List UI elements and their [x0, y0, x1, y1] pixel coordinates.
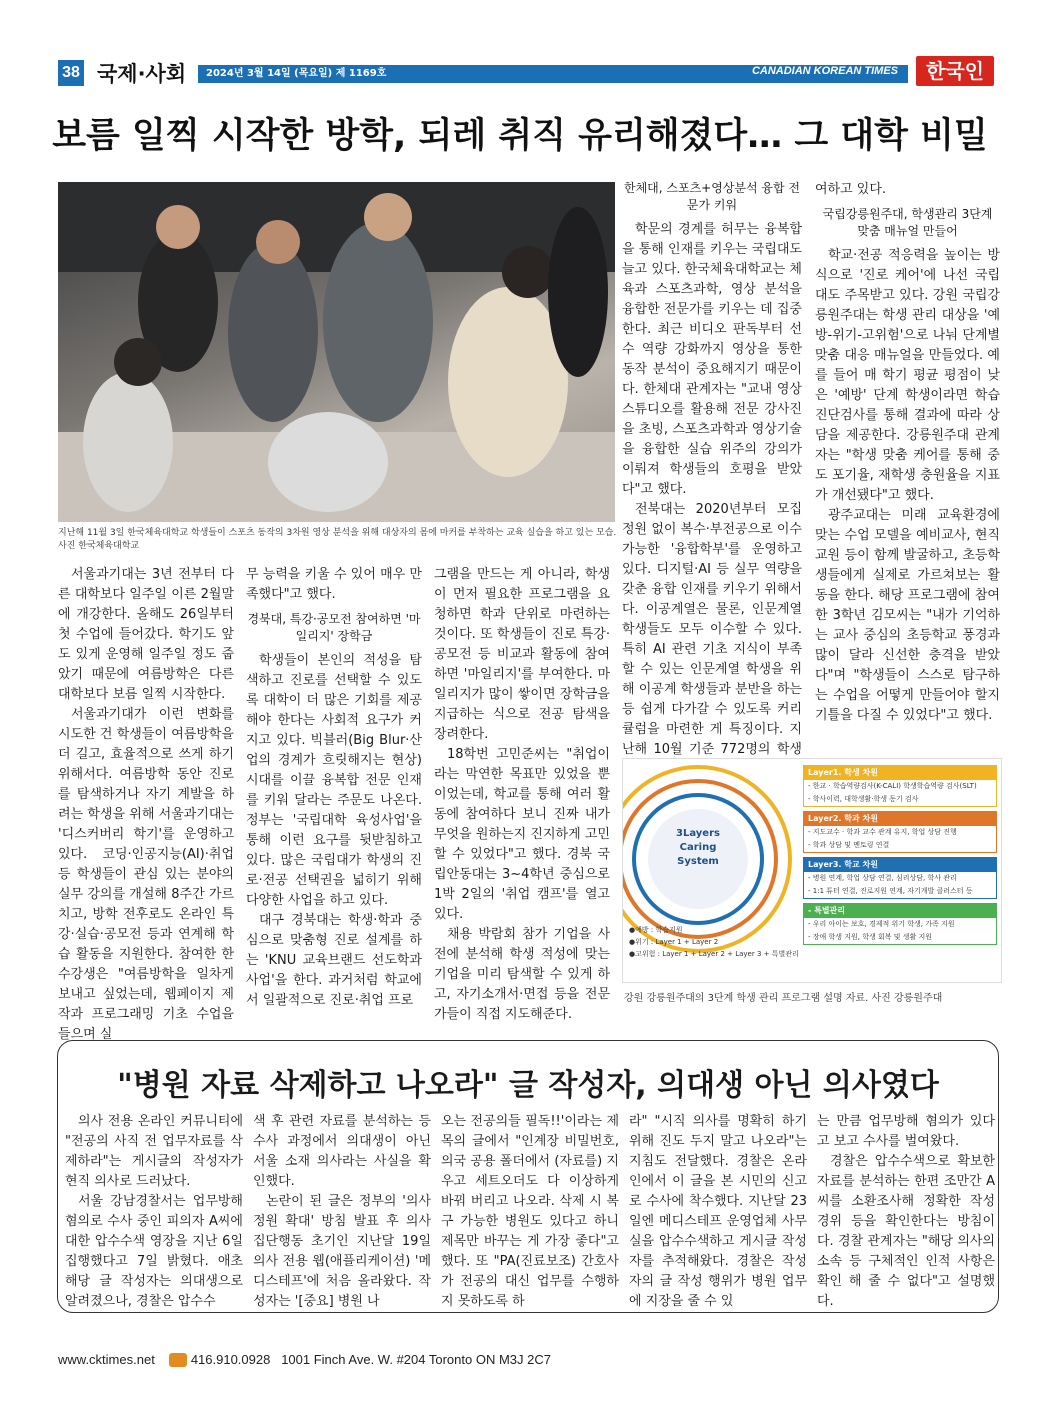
- diagram-layer: [803, 811, 997, 853]
- paragraph: 색 후 관련 자료를 분석하는 등 수사 과정에서 의대생이 아닌 서울 소재 의사라는 사실을 확인했다.: [253, 1114, 431, 1189]
- paragraph: 라" "시직 의사를 명확히 하기 위해 진도 두지 말고 나오라"는 지침도 전달했다. 경찰은 온라인에서 이 글을 본 시민의 신고로 수사에 착수했다. 지난달 23일엔 메디스테프 운영업체 사무실을 압수수색하고 게시글 작성자를 추적해왔다. 경찰은 작성자의 글 작성 행위가 병원 업무에 지장을 줄 수 있: [629, 1114, 807, 1309]
- paragraph: 서울 강남경찰서는 업무방해 혐의로 수사 중인 피의자 A씨에 대한 압수수색 영장을 지난 6일 집행했다고 7일 밝혔다. 애초 해당 글 작성자는 의대생으로 알려졌으나, 경찰은 압수수: [65, 1194, 243, 1309]
- diagram-layer-line: - 1:1 튜터 연결, 진로지원 연계, 자기개발 클러스터 등: [808, 887, 973, 895]
- paragraph: 무 능력을 키울 수 있어 매우 만족했다"고 했다.: [246, 567, 422, 602]
- paragraph: 광주교대는 미래 교육환경에 맞는 수업 모델을 예비교사, 현직 교원 등이 함께 발굴하고, 초등학생들에게 실제로 가르쳐보는 활동을 한다. 해당 프로그램에 참여한 3학년 김모씨는 "내가 기억하는 교사 중심의 초등학교 풍경과 많이 달라 신선한 충격을 받았다"며 "학생들이 스스로 탐구하는 수업을 어떻게 만들어야 할지 기틀을 다질 수 있었다"고 했다.: [815, 508, 1000, 723]
- article-column-4: [622, 180, 802, 780]
- article2-column-1: [65, 1112, 243, 1312]
- diagram-caption: 강원 강릉원주대의 3단계 학생 관리 프로그램 설명 자료. 사진 강릉원주대: [624, 993, 943, 1004]
- photo-caption: 지난해 11월 3일 한국체육대학교 학생들이 스포츠 동작의 3차원 영상 분석을 위해 대상자의 몸에 마커를 부착하는 교육 실습을 하고 있는 모습. 사진 한국체육대학교: [58, 528, 617, 551]
- caring-system-diagram: [622, 758, 1002, 983]
- paragraph: 서울과기대는 3년 전부터 다른 대학보다 일주일 이른 2월말에 개강한다. 올해도 26일부터 첫 수업에 들어갔다. 학기도 앞도 있게 운영해 일주일 정도 줍았기 때문에 여름방학은 다른 대학보다 보름 일찍 시작한다.: [58, 567, 234, 702]
- diagram-center-label: 3Layers Caring System: [676, 828, 720, 867]
- phone-icon: [169, 1353, 187, 1367]
- paragraph: 채용 박람회 참가 기업을 사전에 분석해 학생 적성에 맞는 기업을 미리 탐색할 수 있게 하고, 자기소개서·면접 등을 전문가들이 직접 지도해준다.: [434, 927, 610, 1022]
- diagram-layer: [803, 765, 997, 807]
- paragraph: 학문의 경계를 허무는 융복합을 통해 인재를 키우는 국립대도 늘고 있다. 한국체육대학교는 체육과 스포츠과학, 영상 분석을 융합한 전문가를 키우는 데 집중한다. 최근 비디오 판독부터 선수 역량 강화까지 영상을 통한 동작 분석이 중요해지기 때문이다. 한체대 관계자는 "교내 영상 스튜디오를 활용해 전문 강사진을 초빙, 스포츠과학과 영상기술을 융합한 실습 위주의 강의가 이뤄져 학생들의 호평을 받았다"고 했다.: [622, 222, 802, 497]
- diagram-layer-line: - 학사이력, 대학생활·학생 동기 검사: [808, 795, 919, 803]
- diagram-layer-line: - 장애 학생 지원, 학생 회복 및 생활 지원: [808, 933, 932, 941]
- subheading: 한체대, 스포츠+영상분석 융합 전문가 키워: [623, 181, 800, 212]
- diagram-legend: [629, 924, 799, 960]
- section-title: 국제·사회: [97, 62, 187, 86]
- subheading: 경북대, 특강·공모전 참여하면 '마일리지' 장학금: [247, 612, 421, 643]
- article-column-1: [58, 565, 234, 1045]
- diagram-legend-item: ●위기 : Layer 1 + Layer 2: [629, 938, 719, 946]
- date-bar: [198, 65, 908, 83]
- diagram-layer-title: Layer2. 학과 차원: [804, 812, 996, 826]
- page-number: 38: [58, 60, 84, 86]
- diagram-layer: [803, 857, 997, 899]
- paragraph: 오는 전공의들 필독!!'이라는 제목의 글에서 "인계장 비밀번호, 의국 공용 폴더에서 (자료를) 지우고 세트오더도 다 이상하게 바꿔 버리고 나오라. 삭제 시 복구 가능한 병원도 있다고 하니 제목만 바꾸는 게 가장 좋다"고 했다. 또 "PA(진료보조) 간호사가 전공의 대신 업무를 수행하지 못하도록 하: [441, 1114, 619, 1309]
- diagram-layer-line: - 한교 · 학습역량검사(K-CALI) 학생학습역량 검사(SLT): [808, 782, 977, 790]
- diagram-layer-line: - 지도교수 · 학과 교수 관계 유지, 학업 상담 진행: [808, 828, 957, 836]
- address: 1001 Finch Ave. W. #204 Toronto ON M3J 2C7: [281, 1352, 551, 1367]
- photo-illustration: [58, 182, 615, 522]
- paragraph: 논란이 된 글은 정부의 '의사 정원 확대' 방침 발표 후 의사 집단행동 초기인 지난달 19일 의사 전용 웹(애플리케이션) '메디스테프'에 처음 올라왔다. 작성자는 '[중요] 병원 나: [253, 1194, 431, 1309]
- article-column-3: [434, 565, 610, 1025]
- paragraph: 학생들이 본인의 적성을 탐색하고 진로를 선택할 수 있도록 대학이 더 많은 기회를 제공해야 한다는 사회적 요구가 커지고 있다. 빅블러(Big Blur·산업의 경계가 흐릿해지는 현상) 시대를 이끌 융복합 전문 인재를 키워 달라는 주문도 나온다. 정부는 '국립대학 육성사업'을 통해 이런 요구를 뒷받침하고 있다. 많은 국립대가 학생의 진로·전공 선택권을 넓히기 위해 다양한 사업을 하고 있다.: [246, 653, 422, 908]
- article2-column-3: [441, 1112, 619, 1312]
- subheading: 국립강릉원주대, 학생관리 3단계 맞춤 매뉴얼 만들어: [822, 207, 993, 238]
- paragraph: 의사 전용 온라인 커뮤니티에 "전공의 사직 전 업무자료를 삭제하라"는 게시글의 작성자가 현직 의사로 드러났다.: [65, 1114, 243, 1189]
- diagram-legend-item: ●예방 : 학습지원: [629, 926, 683, 934]
- website-link[interactable]: www.cktimes.net: [58, 1352, 155, 1367]
- footer: [58, 1352, 551, 1368]
- paragraph: 대구 경북대는 학생·학과 중심으로 맞춤형 진로 설계를 하는 'KNU 교육브랜드 선도학과 사업'을 한다. 과거처럼 학교에서 일괄적으로 진로·취업 프로: [246, 913, 422, 1008]
- diagram-layer-title: Layer3. 학교 차원: [804, 858, 996, 872]
- article-column-2: [246, 565, 422, 1011]
- diagram-layers: [803, 765, 997, 949]
- diagram-layer-line: - 학과 상담 및 멘토링 연결: [808, 841, 890, 849]
- newspaper-logo[interactable]: 한국인: [916, 56, 994, 86]
- paragraph: 전북대는 2020년부터 모집 정원 없이 복수·부전공으로 이수 가능한 '융합학부'를 운영하고 있다. 디지털·AI 등 실무 역량을 갖춘 융합 인재를 키우기 위해서다. 이공계열은 물론, 인문계열 학생들도 모두 이수할 수 있다. 특히 AI 관련 기초 지식이 부족할 수 있는 인문계열 학생을 위해 이공계 학생들과 분반을 하는 등 쉽게 다가갈 수 있도록 커리큘럼을 마련한 게 특징이다. 지난해 10월 기준 772명의 학생: [622, 502, 802, 757]
- issue-date: 2024년 3월 14일 (목요일) 제 1169호: [206, 68, 387, 79]
- article-headline: 보름 일찍 시작한 방학, 되레 취직 유리해졌다… 그 대학 비밀: [52, 116, 988, 156]
- article2-headline: "병원 자료 삭제하고 나오라" 글 작성자, 의대생 아닌 의사였다: [117, 1068, 939, 1103]
- paragraph: 여하고 있다.: [815, 182, 887, 197]
- paragraph: 경찰은 압수수색으로 확보한 자료를 분석하는 한편 조만간 A씨를 소환조사해 정확한 작성 경위 등을 확인한다는 방침이다. 경찰 관계자는 "해당 의사의 소속 등 구체적인 인적 사항은 확인 해 줄 수 없다"고 설명했다.: [817, 1154, 995, 1309]
- diagram-layer-line: - 병원 연계, 학업 상담 연결, 심리상담, 학사 관리: [808, 874, 957, 882]
- publication-name: CANADIAN KOREAN TIMES: [751, 65, 898, 77]
- paragraph: 18학번 고민준씨는 "취업이라는 막연한 목표만 있었을 뿐이었는데, 학교를 통해 여러 활동에 참여하다 보니 진짜 내가 무엇을 원하는지 진지하게 고민할 수 있었다"고 했다. 경북 국립안동대는 3~4학년 중심으로 1박 2일의 '취업 캠프'를 열고 있다.: [434, 747, 610, 922]
- diagram-layer: [803, 903, 997, 945]
- paragraph: 서울과기대가 이런 변화를 시도한 건 학생들이 여름방학을 더 길고, 효율적으로 쓰게 하기 위해서다. 여름방학 동안 진로를 탐색하거나 자기 계발을 하려는 학생을 위해 서울과기대는 '디스커버리 학기'를 운영하고 있다. 코딩·인공지능(AI)·취업 등 학생들이 관심 있는 분야의 실무 강의를 개설해 8주간 가르치고, 방학 전후로도 온라인 특강·실습·공모전 등과 연계해 학습 활동을 지원한다. 참여한 한 수강생은 "여름방학을 일차게 보내고 싶었는데, 웹페이지 제작과 프로그래밍 기초 수업을 들으며 실: [58, 707, 234, 1042]
- article-column-5: [815, 180, 1000, 726]
- paragraph: 그램을 만드는 게 아니라, 학생이 먼저 필요한 프로그램을 요청하면 학과 단위로 마련하는 것이다. 또 학생들이 진로 특강·공모전 등 비교과 활동에 참여하면 '마일리지'를 부여한다. 마일리지가 많이 쌓이면 장학금을 지급하는 식으로 전공 탐색을 장려한다.: [434, 567, 610, 742]
- article2-column-2: [253, 1112, 431, 1312]
- paragraph: 는 만큼 업무방해 혐의가 있다고 보고 수사를 벌여왔다.: [817, 1114, 995, 1149]
- article-photo: [58, 182, 615, 522]
- phone-number[interactable]: 416.910.0928: [190, 1352, 271, 1367]
- article2-column-4: [629, 1112, 807, 1312]
- paragraph: 학교·전공 적응력을 높이는 방식으로 '진로 케어'에 나선 국립대도 주목받고 있다. 강원 국립강릉원주대는 학생 관리 대상을 '예방-위기-고위험'으로 나눠 단계별 맞춤 대응 매뉴얼을 만들었다. 예를 들어 매 학기 평균 평점이 낮은 '예방' 단계 학생이라면 학습 진단검사를 통해 결과에 따라 상담을 제공한다. 강릉원주대 관계자는 "학생 맞춤 케어를 통해 중도 포기율, 재학생 충원율을 지표가 개선됐다"고 했다.: [815, 248, 1000, 503]
- diagram-layer-title: Layer1. 학생 차원: [804, 766, 996, 780]
- diagram-legend-item: ●고위험 : Layer 1 + Layer 2 + Layer 3 + 특별관리: [629, 950, 799, 958]
- diagram-layer-line: - 우리 아이는 보호, 경제적 위기 학생, 가족 지원: [808, 920, 955, 928]
- article2-column-5: [817, 1112, 995, 1312]
- diagram-layer-title: - 특별관리: [804, 904, 996, 918]
